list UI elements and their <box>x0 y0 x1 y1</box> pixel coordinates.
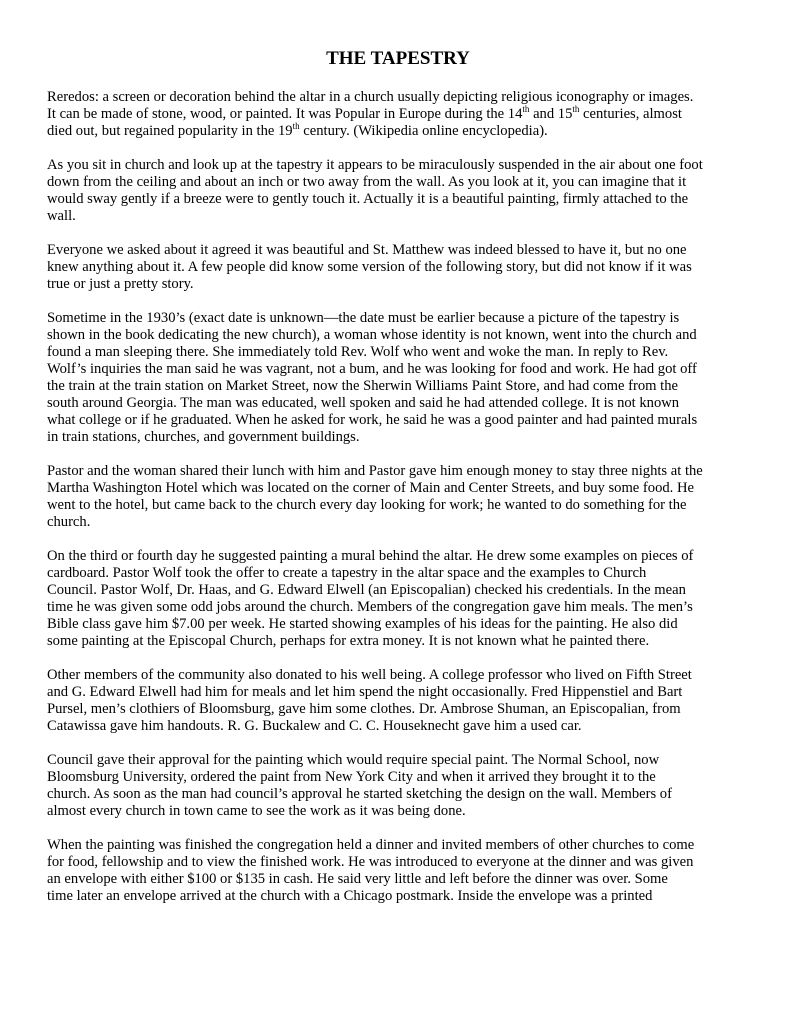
text-run: Catawissa gave him handouts. R. G. Buckalew and C. C. Houseknecht gave him a used car. <box>47 718 582 734</box>
text-line <box>47 854 749 871</box>
text-line <box>47 174 749 191</box>
text-run: Bloomsburg University, ordered the paint from New York City and when it arrived they brought it to the <box>47 769 656 785</box>
text-line <box>47 616 749 633</box>
text-line <box>47 344 749 361</box>
text-run: an envelope with either $100 or $135 in cash. He said very little and left before the dinner was over. Some <box>47 871 668 887</box>
text-run: what college or if he graduated. When he asked for work, he said he was a good painter and had painted murals <box>47 412 698 428</box>
text-run: down from the ceiling and about an inch or two away from the wall. As you look at it, you can imagine that it <box>47 174 687 190</box>
text-line <box>47 310 749 327</box>
text-line <box>47 497 749 514</box>
text-run: wall. <box>47 208 76 224</box>
text-line <box>47 276 749 293</box>
text-line <box>47 718 749 735</box>
text-run: died out, but regained popularity in the 19 <box>47 123 293 139</box>
text-line <box>47 395 749 412</box>
text-run: Reredos: a screen or decoration behind the altar in a church usually depicting religious iconography or images. <box>47 89 694 105</box>
paragraph <box>47 89 749 140</box>
text-run: On the third or fourth day he suggested painting a mural behind the altar. He drew some examples on pieces of <box>47 548 694 564</box>
superscript: th <box>572 104 580 115</box>
text-line <box>47 106 749 123</box>
text-run: Wolf’s inquiries the man said he was vagrant, not a bum, and he was looking for food and work. He had got off <box>47 361 697 377</box>
text-line <box>47 412 749 429</box>
text-run: centuries, almost <box>579 106 682 122</box>
text-line <box>47 701 749 718</box>
document-body <box>47 89 749 905</box>
text-line <box>47 786 749 803</box>
text-line <box>47 582 749 599</box>
paragraph <box>47 752 749 820</box>
text-run: Council gave their approval for the painting which would require special paint. The Normal School, now <box>47 752 660 768</box>
text-run: Sometime in the 1930’s (exact date is unknown—the date must be earlier because a picture of the tapestry is <box>47 310 680 326</box>
paragraph <box>47 837 749 905</box>
text-run: found a man sleeping there. She immediately told Rev. Wolf who went and woke the man. In reply to Rev. <box>47 344 669 360</box>
text-run: and 15 <box>529 106 573 122</box>
text-line <box>47 871 749 888</box>
text-line <box>47 480 749 497</box>
text-line <box>47 548 749 565</box>
text-run: some painting at the Episcopal Church, perhaps for extra money. It is not known what he painted there. <box>47 633 650 649</box>
text-line <box>47 123 749 140</box>
paragraph <box>47 310 749 446</box>
text-run: knew anything about it. A few people did know some version of the following story, but did not know if it was <box>47 259 692 275</box>
text-run: Pursel, men’s clothiers of Bloomsburg, gave him some clothes. Dr. Ambrose Shuman, an Episcopalian, from <box>47 701 681 717</box>
text-run: time he was given some odd jobs around the church. Members of the congregation gave him meals. The men’s <box>47 599 693 615</box>
text-line <box>47 327 749 344</box>
document-page <box>47 46 749 922</box>
paragraph <box>47 463 749 531</box>
text-run: would sway gently if a breeze were to gently touch it. Actually it is a beautiful painting, firmly attached to the <box>47 191 689 207</box>
text-line <box>47 633 749 650</box>
text-line <box>47 429 749 446</box>
text-run: in train stations, churches, and government buildings. <box>47 429 360 445</box>
text-run: Bible class gave him $7.00 per week. He started showing examples of his ideas for the painting. He also did <box>47 616 678 632</box>
text-run: almost every church in town came to see the work as it was being done. <box>47 803 466 819</box>
paragraph <box>47 242 749 293</box>
text-run: shown in the book dedicating the new church), a woman whose identity is not known, went into the church and <box>47 327 697 343</box>
text-run: went to the hotel, but came back to the church every day looking for work; he wanted to do something for the <box>47 497 687 513</box>
text-line <box>47 463 749 480</box>
superscript: th <box>292 121 300 132</box>
text-line <box>47 684 749 701</box>
text-line <box>47 242 749 259</box>
text-line <box>47 837 749 854</box>
text-line <box>47 599 749 616</box>
text-run: cardboard. Pastor Wolf took the offer to create a tapestry in the altar space and the examples to Church <box>47 565 647 581</box>
text-line <box>47 514 749 531</box>
text-line <box>47 378 749 395</box>
text-line <box>47 667 749 684</box>
text-line <box>47 752 749 769</box>
text-line <box>47 361 749 378</box>
text-run: for food, fellowship and to view the finished work. He was introduced to everyone at the dinner and was given <box>47 854 694 870</box>
text-run: the train at the train station on Market Street, now the Sherwin Williams Paint Store, and had come from the <box>47 378 678 394</box>
text-run: church. <box>47 514 91 530</box>
text-line <box>47 89 749 106</box>
paragraph <box>47 548 749 650</box>
text-line <box>47 191 749 208</box>
text-run: It can be made of stone, wood, or painted. It was Popular in Europe during the 14 <box>47 106 523 122</box>
text-run: When the painting was finished the congregation held a dinner and invited members of other churches to come <box>47 837 695 853</box>
text-line <box>47 208 749 225</box>
document-title: THE TAPESTRY <box>326 48 470 69</box>
paragraph <box>47 667 749 735</box>
text-line <box>47 259 749 276</box>
text-run: century. (Wikipedia online encyclopedia). <box>299 123 548 139</box>
text-run: church. As soon as the man had council’s approval he started sketching the design on the wall. Members of <box>47 786 672 802</box>
paragraph <box>47 157 749 225</box>
text-line <box>47 157 749 174</box>
text-run: Council. Pastor Wolf, Dr. Haas, and G. Edward Elwell (an Episcopalian) checked his credentials. In the mean <box>47 582 686 598</box>
text-run: Martha Washington Hotel which was located on the corner of Main and Center Streets, and buy some food. He <box>47 480 694 496</box>
text-run: Pastor and the woman shared their lunch with him and Pastor gave him enough money to stay three nights at the <box>47 463 703 479</box>
text-line <box>47 888 749 905</box>
text-run: south around Georgia. The man was educated, well spoken and said he had attended college. It is not known <box>47 395 680 411</box>
text-line <box>47 803 749 820</box>
text-run: time later an envelope arrived at the church with a Chicago postmark. Inside the envelope was a printed <box>47 888 653 904</box>
text-line <box>47 769 749 786</box>
text-run: Everyone we asked about it agreed it was beautiful and St. Matthew was indeed blessed to have it, but no one <box>47 242 687 258</box>
text-run: true or just a pretty story. <box>47 276 194 292</box>
text-run: Other members of the community also donated to his well being. A college professor who lived on Fifth Street <box>47 667 692 683</box>
superscript: th <box>522 104 530 115</box>
text-run: As you sit in church and look up at the tapestry it appears to be miraculously suspended in the air about one foot <box>47 157 703 173</box>
text-run: and G. Edward Elwell had him for meals and let him spend the night occasionally. Fred Hippenstiel and Bart <box>47 684 683 700</box>
text-line <box>47 565 749 582</box>
